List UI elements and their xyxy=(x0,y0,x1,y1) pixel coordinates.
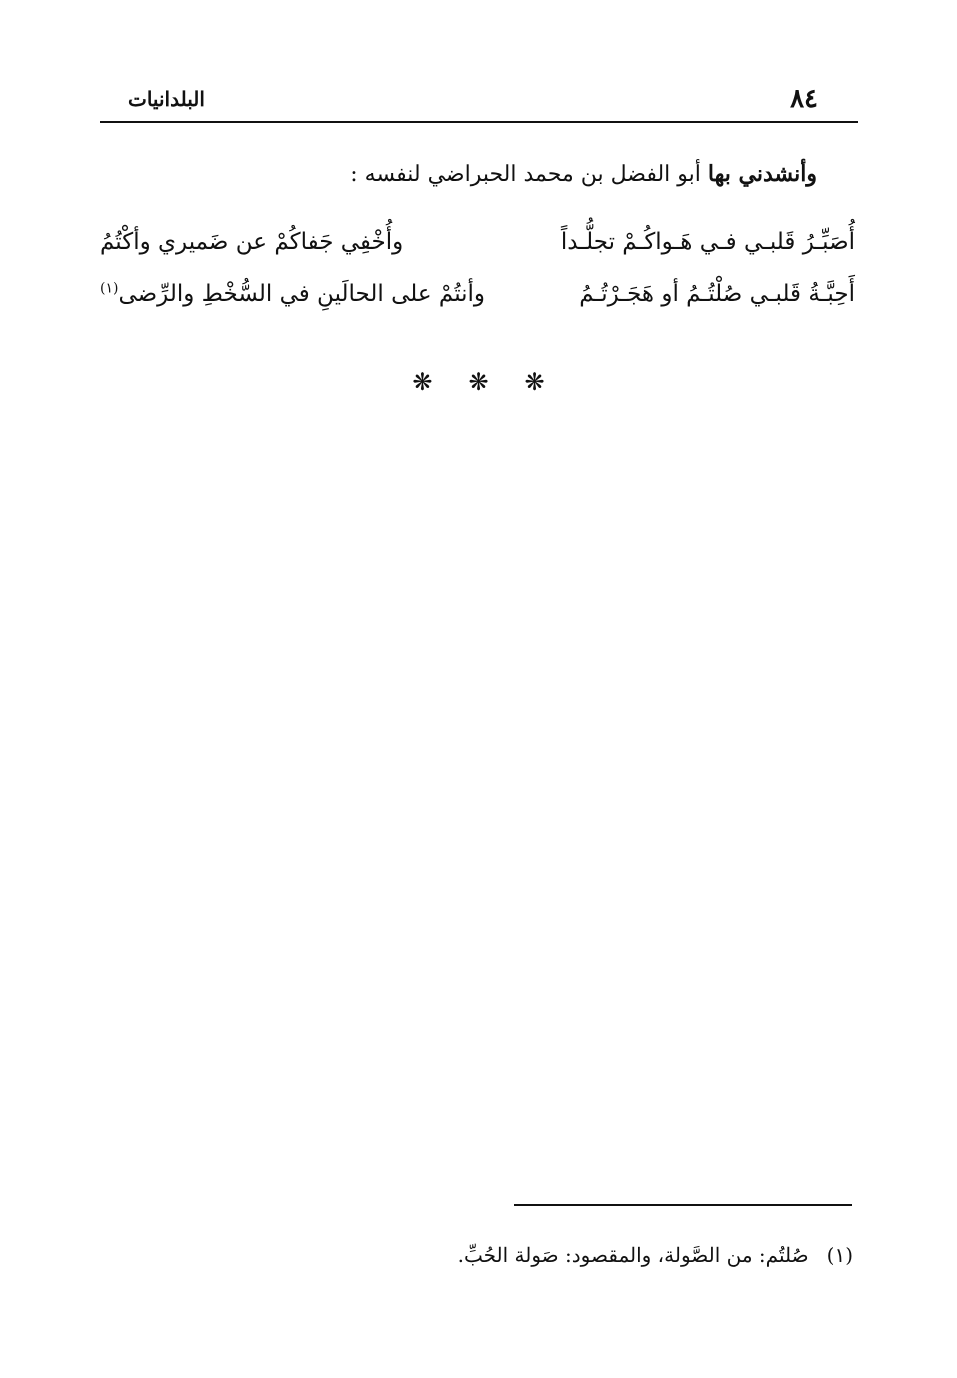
verse-second-hemistich xyxy=(100,220,403,264)
footnote-rule xyxy=(514,1204,852,1206)
verse-line xyxy=(100,220,855,264)
footnote xyxy=(458,1238,853,1272)
page-number: ٨٤ xyxy=(790,84,818,114)
footnote-text: صُلتُم: من الصَّولة، والمقصود: صَولة الحُبِّ. xyxy=(457,1243,809,1267)
section-separator xyxy=(0,367,957,397)
verse-first-hemistich: أَحِبَّـةُ قَلبـي صُلْتُـمُ أو هَجَـرْتُـمُ xyxy=(579,281,855,307)
header-rule xyxy=(100,121,858,123)
footnote-reference: (١) xyxy=(100,280,119,297)
hemistich-text: وأنتُمْ على الحالَينِ في السُّخْطِ والرِّضى xyxy=(118,281,486,307)
hemistich-text: وأُخْفِي جَفاكُمْ عن ضَميري وأكْتُمُ xyxy=(100,229,404,255)
footnote-marker: (١) xyxy=(826,1243,853,1267)
verse-line xyxy=(100,272,855,316)
asterism-icon: ❋ xyxy=(412,368,433,396)
asterism-icon: ❋ xyxy=(524,368,545,396)
running-header xyxy=(100,82,858,116)
verse-first-hemistich: أُصَبِّـرُ قَلبـي فـي هَـواكُـمْ تجلُّـداً xyxy=(560,229,855,255)
verse-second-hemistich xyxy=(100,272,485,316)
book-title: البلدانيات xyxy=(128,87,205,111)
intro-bold-part: وأنشدني بها xyxy=(707,161,817,187)
asterism-icon: ❋ xyxy=(468,368,489,396)
intro-line xyxy=(350,156,817,193)
intro-rest: أبو الفضل بن محمد الحبراضي لنفسه : xyxy=(350,162,708,187)
